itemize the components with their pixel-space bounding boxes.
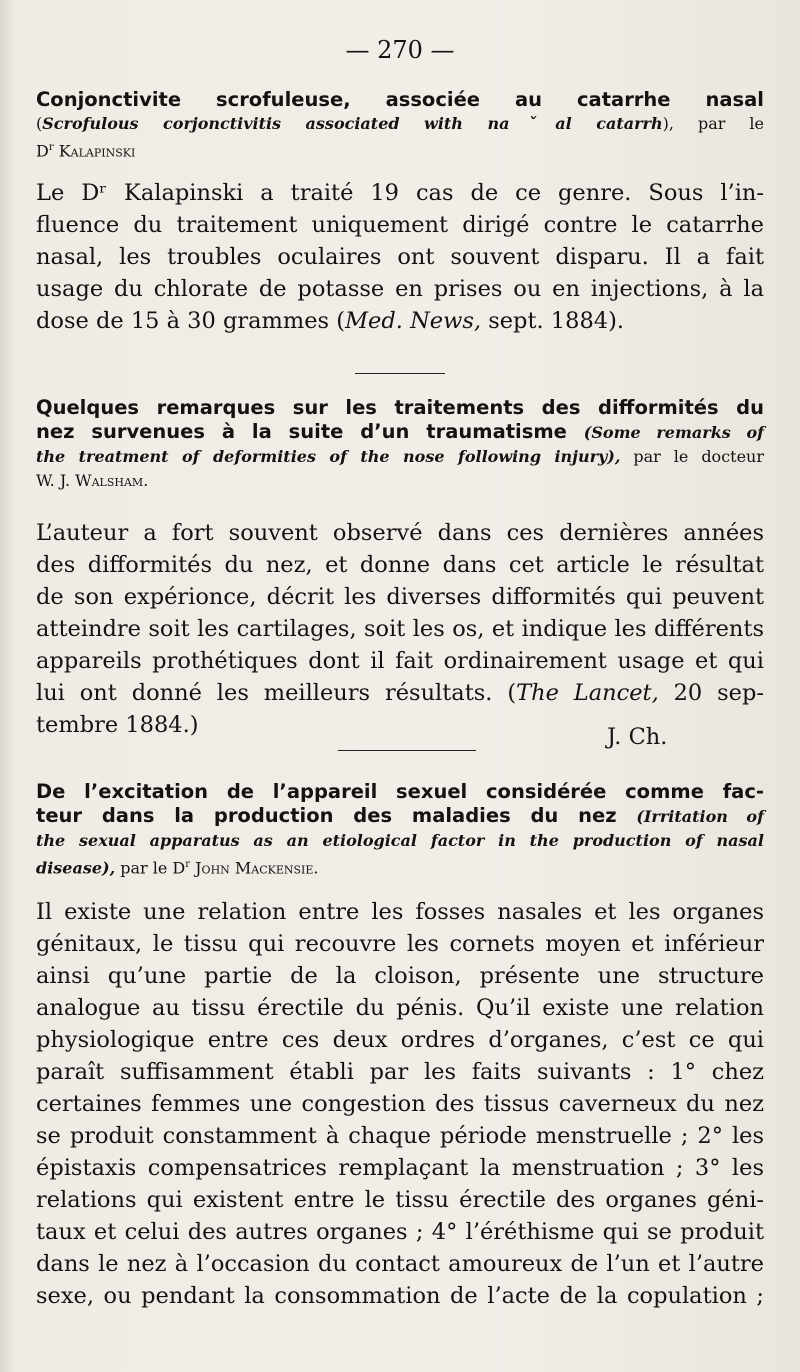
body-line: usage du chlorate de potasse en prises ou en injections, à la <box>36 276 764 303</box>
article-heading: Quelques remarques sur les traitements des difformités du <box>36 396 764 419</box>
body-line: dose de 15 à 30 grammes (Med. News, sept. 1884). <box>36 308 625 335</box>
body-line: Il existe une relation entre les fosses nasales et les organes <box>36 899 764 926</box>
article-author: disease), par le $D^r$ John Mackensie. <box>36 858 319 878</box>
body-line: se produit constamment à chaque période menstruelle ; 2° les <box>36 1123 764 1150</box>
journal-ref: The Lancet, <box>516 680 659 706</box>
english-title: Scrofulous corjonctivitis associated with naˇal catarrh <box>42 114 663 133</box>
body-line: de son expérionce, décrit les diverses difformités qui peuvent <box>36 584 764 610</box>
section-divider <box>338 750 476 751</box>
body-line: dans le nez à l’occasion du contact amoureux de l’un et l’autre <box>36 1251 764 1278</box>
body-line: atteindre soit les cartilages, soit les os, et indique les différents <box>36 616 764 642</box>
body-line: L’auteur a fort souvent observé dans ces dernières années <box>36 520 764 546</box>
body-line: génitaux, le tissu qui recouvre les cornets moyen et inférieur <box>36 931 764 958</box>
article-author: W. J. Walsham. <box>36 471 149 490</box>
section-divider <box>355 373 445 374</box>
article-heading-line2: nez survenues à la suite d’un traumatisme (Some remarks of <box>36 420 765 443</box>
body-line: paraît suffisamment établi par les faits suivants : 1° chez <box>36 1059 764 1086</box>
article-mackensie <box>36 780 764 1312</box>
body-line: tembre 1884.) <box>36 712 199 738</box>
body-line: relations qui existent entre le tissu érectile des organes géni- <box>36 1187 764 1214</box>
body-line: Le Dʳ Kalapinski a traité 19 cas de ce genre. Sous l’in- <box>36 180 764 207</box>
article-kalapinski <box>36 88 764 337</box>
body-line: certaines femmes une congestion des tissus caverneux du nez <box>36 1091 764 1118</box>
body-line: sexe, ou pendant la consommation de l’acte de la copulation ; <box>36 1283 764 1310</box>
body-line: des difformités du nez, et donne dans cet article le résultat <box>36 552 764 578</box>
author-signature: J. Ch. <box>607 724 668 750</box>
body-line: épistaxis compensatrices remplaçant la menstruation ; 3° les <box>36 1155 764 1182</box>
body-line: fluence du traitement uniquement dirigé contre le catarrhe <box>36 212 764 239</box>
body-line: ainsi qu’une partie de la cloison, présente une structure <box>36 963 764 990</box>
body-line: nasal, les troubles oculaires ont souvent disparu. Il a fait <box>36 244 764 271</box>
article-subtitle: the treatment of deformities of the nose following injury), par le docteur <box>36 447 765 466</box>
article-heading-line2: teur dans la production des maladies du nez (Irritation of <box>36 804 764 827</box>
article-walsham <box>36 396 764 741</box>
body-line: physiologique entre ces deux ordres d’organes, c’est ce qui <box>36 1027 764 1054</box>
body-line: appareils prothétiques dont il fait ordinairement usage et qui <box>36 648 764 674</box>
article-author: $D^r$ Kalapinski <box>36 141 136 161</box>
article-subtitle: the sexual apparatus as an etiological factor in the production of nasal <box>36 831 764 850</box>
article-heading: De l’excitation de l’appareil sexuel considérée comme fac- <box>36 780 764 803</box>
body-line: taux et celui des autres organes ; 4° l’éréthisme qui se produit <box>36 1219 764 1246</box>
page-number: — 270 — <box>345 36 455 64</box>
body-line: analogue au tissu érectile du pénis. Qu’il existe une relation <box>36 995 764 1022</box>
article-subtitle: (Scrofulous corjonctivitis associated with naˇal catarrh), par le <box>36 114 765 133</box>
journal-ref: Med. News, <box>345 308 482 335</box>
body-line: lui ont donné les meilleurs résultats. (The Lancet, 20 sep- <box>36 680 764 706</box>
article-heading: Conjonctivite scrofuleuse, associée au catarrhe nasal <box>36 88 764 111</box>
